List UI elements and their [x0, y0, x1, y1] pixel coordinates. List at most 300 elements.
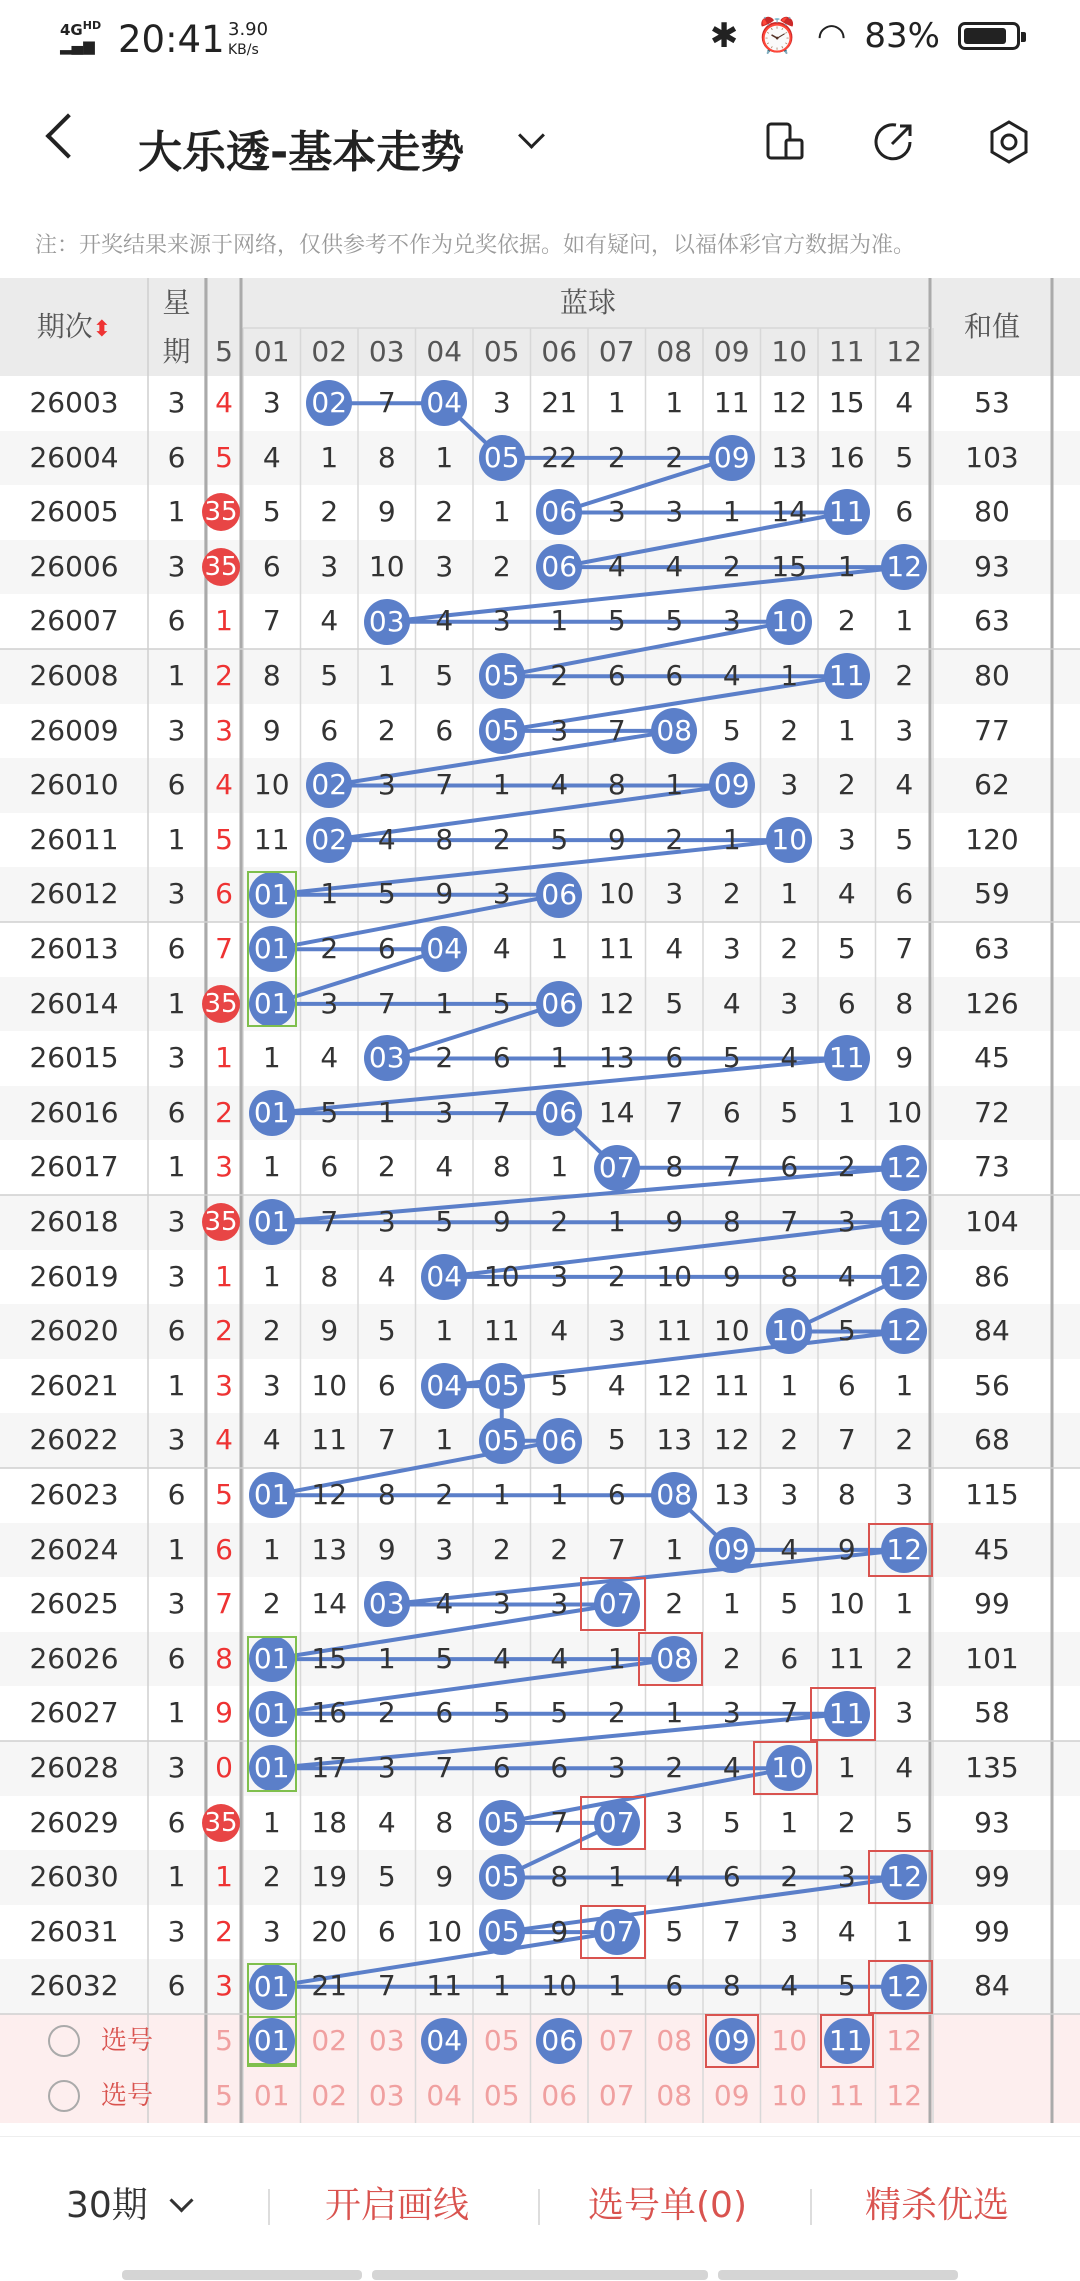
- week-cell: 3: [167, 1041, 186, 1075]
- front-cell: 7: [215, 1587, 233, 1621]
- front-cell: 9: [215, 1696, 233, 1730]
- sum-cell: 80: [974, 495, 1010, 529]
- pick-ball-09[interactable]: 09: [709, 2018, 755, 2064]
- pick-number-06[interactable]: 06: [541, 2078, 578, 2112]
- omission-cell: 8: [722, 1205, 741, 1238]
- blue-ball-11: 11: [824, 489, 870, 535]
- battery-text: 83%: [864, 16, 940, 56]
- omission-cell: 2: [722, 877, 741, 911]
- front-cell: 1: [215, 1860, 233, 1894]
- omission-cell: 12: [311, 1478, 348, 1511]
- omission-cell: 1: [780, 1368, 799, 1402]
- period-cell: 26007: [29, 604, 119, 638]
- omission-cell: 2: [665, 1587, 684, 1621]
- omission-cell: 1: [722, 1587, 741, 1621]
- blue-ball-08: 08: [651, 1636, 697, 1682]
- blue-ball-04: 04: [421, 1254, 467, 1300]
- sum-cell: 86: [974, 1259, 1010, 1293]
- front-cell: 2: [215, 1095, 233, 1129]
- front-cell: 5: [215, 822, 233, 856]
- omission-cell: 1: [550, 1478, 569, 1511]
- battery-fill: [964, 28, 1006, 44]
- omission-cell: 6: [837, 1368, 856, 1402]
- omission-cell: 9: [492, 1205, 511, 1238]
- blue-ball-04: 04: [421, 1363, 467, 1409]
- omission-cell: 11: [483, 1314, 520, 1348]
- omission-cell: 3: [837, 1860, 856, 1894]
- network-label: 4G: [60, 21, 83, 39]
- front-cell: 8: [215, 1641, 233, 1675]
- period-cell: 26027: [29, 1696, 119, 1730]
- blue-ball-04: 04: [421, 380, 467, 426]
- omission-cell: 2: [837, 768, 856, 802]
- omission-cell: 7: [377, 386, 396, 419]
- pick-number-05[interactable]: 05: [483, 2078, 520, 2112]
- front-cell: 0: [215, 1751, 233, 1784]
- blue-ball-05: 05: [479, 1909, 525, 1955]
- sum-cell: 68: [974, 1423, 1010, 1457]
- pick-radio[interactable]: [48, 2025, 80, 2057]
- pick-number-07[interactable]: 07: [598, 2024, 635, 2057]
- sum-cell: 84: [974, 1314, 1010, 1348]
- pick-row: [0, 2014, 1080, 2069]
- omission-cell: 4: [492, 932, 511, 965]
- omission-cell: 5: [377, 1314, 396, 1348]
- omission-cell: 5: [435, 1641, 454, 1675]
- omission-cell: 3: [780, 1914, 799, 1948]
- omission-cell: 3: [492, 1587, 511, 1621]
- omission-cell: 3: [262, 386, 281, 419]
- pick-number-12[interactable]: 12: [886, 2078, 923, 2112]
- blue-ball-01: 01: [249, 1745, 295, 1791]
- omission-cell: 5: [780, 1587, 799, 1621]
- net-speed-value: 3.90: [228, 19, 269, 40]
- omission-cell: 9: [320, 1314, 339, 1348]
- period-cell: 26014: [29, 986, 119, 1020]
- blue-ball-02: 02: [306, 380, 352, 426]
- table-row: [0, 1468, 1080, 1523]
- omission-cell: 1: [550, 1041, 569, 1075]
- omission-cell: 3: [780, 986, 799, 1020]
- omission-cell: 10: [483, 1259, 520, 1293]
- chevron-down-icon[interactable]: [518, 122, 545, 149]
- week-cell: 1: [167, 1696, 186, 1730]
- blue-ball-12: 12: [881, 1308, 927, 1354]
- omission-cell: 6: [492, 1751, 511, 1784]
- table-row: [0, 1140, 1080, 1195]
- blue-ball-11: 11: [824, 1691, 870, 1737]
- pick-ball-11[interactable]: 11: [824, 2018, 870, 2064]
- omission-cell: 5: [837, 932, 856, 965]
- omission-cell: 6: [607, 1478, 626, 1511]
- blue-ball-12: 12: [881, 1199, 927, 1245]
- omission-cell: 1: [550, 932, 569, 965]
- pick-number-11[interactable]: 11: [828, 2078, 865, 2112]
- sum-cell: 59: [974, 877, 1010, 911]
- omission-cell: 10: [713, 1314, 750, 1348]
- omission-cell: 4: [607, 549, 626, 583]
- pick-number-10[interactable]: 10: [771, 2024, 808, 2057]
- sum-cell: 126: [965, 986, 1019, 1020]
- table-row: [0, 649, 1080, 704]
- omission-cell: 5: [607, 1423, 626, 1457]
- blue-ball-08: 08: [651, 1472, 697, 1518]
- omission-cell: 1: [895, 1368, 914, 1402]
- omission-cell: 4: [320, 1041, 339, 1075]
- blue-ball-01: 01: [249, 926, 295, 972]
- period-cell: 26025: [29, 1587, 119, 1621]
- omission-cell: 5: [895, 822, 914, 856]
- header-sum: 和值: [963, 310, 1020, 343]
- omission-cell: 4: [837, 1259, 856, 1293]
- blue-ball-09: 09: [709, 435, 755, 481]
- omission-cell: 10: [253, 768, 290, 802]
- omission-cell: 1: [607, 1969, 626, 2003]
- front-cell: 6: [215, 877, 233, 911]
- pick-number-09[interactable]: 09: [713, 2078, 750, 2112]
- blue-ball-10: 10: [766, 1745, 812, 1791]
- sum-cell: 62: [974, 768, 1010, 802]
- blue-ball-03: 03: [364, 1035, 410, 1081]
- week-cell: 1: [167, 1532, 186, 1566]
- pick-radio[interactable]: [48, 2080, 80, 2112]
- omission-cell: 2: [262, 1860, 281, 1894]
- phone-rotate-icon[interactable]: [760, 118, 808, 166]
- omission-cell: 4: [550, 768, 569, 802]
- omission-cell: 11: [311, 1423, 348, 1457]
- blue-ball-10: 10: [766, 1308, 812, 1354]
- omission-cell: 5: [665, 1914, 684, 1948]
- omission-cell: 1: [665, 386, 684, 419]
- omission-cell: 3: [837, 822, 856, 856]
- omission-cell: 1: [607, 1641, 626, 1675]
- omission-cell: 4: [780, 1969, 799, 2003]
- table-row: [0, 1413, 1080, 1468]
- omission-cell: 12: [598, 986, 635, 1020]
- omission-cell: 4: [837, 1914, 856, 1948]
- blue-ball-07: 07: [594, 1800, 640, 1846]
- omission-cell: 3: [895, 1696, 914, 1730]
- omission-cell: 4: [435, 604, 454, 638]
- omission-cell: 6: [262, 549, 281, 583]
- omission-cell: 5: [377, 1860, 396, 1894]
- pick-number-02[interactable]: 02: [311, 2078, 348, 2112]
- omission-cell: 3: [665, 877, 684, 911]
- pick-list-button[interactable]: 选号单(0): [588, 2185, 747, 2226]
- week-cell: 1: [167, 1150, 186, 1184]
- omission-cell: 6: [895, 495, 914, 529]
- omission-cell: 13: [598, 1041, 635, 1075]
- period-selector[interactable]: [66, 2177, 190, 2228]
- omission-cell: 6: [550, 1751, 569, 1784]
- pick-number-03[interactable]: 03: [368, 2024, 405, 2057]
- omission-cell: 8: [377, 440, 396, 474]
- omission-cell: 2: [262, 1587, 281, 1621]
- blue-ball-01: 01: [249, 981, 295, 1027]
- sum-cell: 93: [974, 1805, 1010, 1839]
- premium-pick-button[interactable]: 精杀优选: [865, 2185, 1010, 2226]
- blue-ball-06: 06: [536, 872, 582, 918]
- period-cell: 26016: [29, 1095, 119, 1129]
- omission-cell: 15: [828, 386, 865, 419]
- omission-cell: 10: [426, 1914, 463, 1948]
- period-cell: 26022: [29, 1423, 119, 1457]
- omission-cell: 2: [435, 1478, 454, 1511]
- omission-cell: 12: [771, 386, 808, 419]
- blue-ball-12: 12: [881, 1254, 927, 1300]
- front-cell: 6: [215, 1532, 233, 1566]
- front-cell: 1: [215, 1041, 233, 1075]
- highlight-box: [868, 1523, 934, 1577]
- omission-cell: 2: [780, 713, 799, 747]
- period-cell: 26021: [29, 1368, 119, 1402]
- pick-number-07[interactable]: 07: [598, 2078, 635, 2112]
- front-cell: 1: [215, 604, 233, 638]
- omission-cell: 4: [377, 1805, 396, 1839]
- omission-cell: 13: [771, 440, 808, 474]
- omission-cell: 6: [665, 1969, 684, 2003]
- omission-cell: 8: [607, 768, 626, 802]
- omission-cell: 7: [780, 1696, 799, 1730]
- front-ball: 35: [202, 493, 240, 531]
- omission-cell: 3: [435, 549, 454, 583]
- period-cell: 26018: [29, 1205, 119, 1238]
- omission-cell: 2: [550, 1205, 569, 1238]
- omission-cell: 8: [320, 1259, 339, 1293]
- omission-cell: 3: [262, 1368, 281, 1402]
- repeat-highlight-box: [247, 1636, 297, 1792]
- omission-cell: 2: [722, 549, 741, 583]
- blue-ball-05: 05: [479, 1418, 525, 1464]
- week-cell: 6: [167, 604, 186, 638]
- omission-cell: 9: [377, 1532, 396, 1566]
- sum-cell: 63: [974, 604, 1010, 638]
- battery-icon: [958, 22, 1020, 50]
- omission-cell: 10: [311, 1368, 348, 1402]
- period-cell: 26029: [29, 1805, 119, 1839]
- omission-cell: 5: [665, 604, 684, 638]
- omission-cell: 1: [320, 877, 339, 911]
- omission-cell: 8: [377, 1478, 396, 1511]
- table-row: [0, 1250, 1080, 1305]
- page-title[interactable]: 大乐透-基本走势: [138, 127, 465, 178]
- pick-label[interactable]: 选号: [100, 2080, 153, 2111]
- omission-cell: 5: [492, 1696, 511, 1730]
- highlight-box: [580, 1796, 646, 1850]
- pick-number-12[interactable]: 12: [886, 2024, 923, 2057]
- omission-cell: 2: [665, 1751, 684, 1784]
- omission-cell: 6: [377, 1914, 396, 1948]
- omission-cell: 7: [722, 1914, 741, 1948]
- table-row: [0, 1741, 1080, 1796]
- nav-bar-segment: [372, 2270, 708, 2280]
- omission-cell: 9: [665, 1205, 684, 1238]
- table-row: [0, 704, 1080, 759]
- period-cell: 26015: [29, 1041, 119, 1075]
- pick-ball-04[interactable]: 04: [421, 2018, 467, 2064]
- omission-cell: 4: [780, 1532, 799, 1566]
- blue-ball-01: 01: [249, 1472, 295, 1518]
- omission-cell: 7: [435, 1751, 454, 1784]
- omission-cell: 5: [435, 1205, 454, 1238]
- omission-cell: 10: [541, 1969, 578, 2003]
- omission-cell: 4: [895, 768, 914, 802]
- omission-cell: 8: [665, 1150, 684, 1184]
- omission-cell: 2: [320, 495, 339, 529]
- front-cell: 5: [215, 440, 233, 474]
- pick-number-02[interactable]: 02: [311, 2024, 348, 2057]
- omission-cell: 4: [492, 1641, 511, 1675]
- omission-cell: 1: [435, 986, 454, 1020]
- settings-icon[interactable]: [985, 118, 1033, 166]
- omission-cell: 6: [435, 713, 454, 747]
- table-row: [0, 1304, 1080, 1359]
- omission-cell: 4: [665, 549, 684, 583]
- header-blue-11: 11: [828, 335, 865, 368]
- omission-cell: 5: [665, 986, 684, 1020]
- blue-ball-01: 01: [249, 872, 295, 918]
- omission-cell: 4: [262, 1423, 281, 1457]
- front-cell: 2: [215, 1914, 233, 1948]
- pick-label[interactable]: 选号: [100, 2026, 153, 2056]
- omission-cell: 19: [311, 1860, 348, 1894]
- blue-ball-02: 02: [306, 762, 352, 808]
- blue-ball-03: 03: [364, 1581, 410, 1627]
- period-cell: 26004: [29, 440, 119, 474]
- omission-cell: 1: [665, 1532, 684, 1566]
- pick-number-08[interactable]: 08: [656, 2024, 693, 2057]
- front-cell: 2: [215, 1314, 233, 1348]
- blue-ball-05: 05: [479, 1854, 525, 1900]
- omission-cell: 9: [377, 495, 396, 529]
- omission-cell: 8: [722, 1969, 741, 2003]
- omission-cell: 5: [780, 1095, 799, 1129]
- omission-cell: 1: [377, 1641, 396, 1675]
- table-row: [0, 758, 1080, 813]
- omission-cell: 22: [541, 440, 578, 474]
- omission-cell: 11: [656, 1314, 693, 1348]
- omission-cell: 6: [780, 1150, 799, 1184]
- omission-cell: 4: [895, 386, 914, 419]
- omission-cell: 4: [435, 1587, 454, 1621]
- omission-cell: 7: [377, 986, 396, 1020]
- omission-cell: 3: [492, 877, 511, 911]
- net-speed: [228, 20, 268, 60]
- highlight-box: [868, 1960, 934, 2014]
- omission-cell: 5: [722, 1805, 741, 1839]
- omission-cell: 5: [837, 1969, 856, 2003]
- omission-cell: 15: [771, 549, 808, 583]
- front-cell: 3: [215, 1368, 233, 1402]
- omission-cell: 11: [598, 932, 635, 965]
- blue-ball-09: 09: [709, 1527, 755, 1573]
- blue-ball-06: 06: [536, 544, 582, 590]
- table-row: [0, 1686, 1080, 1741]
- omission-cell: 5: [895, 1805, 914, 1839]
- front-ball: 35: [202, 1203, 240, 1241]
- week-cell: 1: [167, 495, 186, 529]
- omission-cell: 5: [607, 604, 626, 638]
- period-cell: 26020: [29, 1314, 119, 1348]
- pick-number-01[interactable]: 01: [253, 2078, 290, 2112]
- omission-cell: 3: [320, 549, 339, 583]
- front-cell: 1: [215, 1259, 233, 1293]
- omission-cell: 7: [607, 1532, 626, 1566]
- table-row: [0, 1523, 1080, 1578]
- draw-line-button[interactable]: 开启画线: [325, 2185, 470, 2226]
- front-cell: 4: [215, 1423, 233, 1457]
- pick-number-08[interactable]: 08: [656, 2078, 693, 2112]
- period-cell: 26003: [29, 386, 119, 419]
- pick-ball-01[interactable]: 01: [249, 2018, 295, 2064]
- pick-number-05[interactable]: 05: [483, 2024, 520, 2057]
- omission-cell: 2: [607, 440, 626, 474]
- blue-ball-01: 01: [249, 1090, 295, 1136]
- highlight-box: [705, 2014, 759, 2068]
- status-bar: [0, 0, 1080, 80]
- omission-cell: 1: [895, 1914, 914, 1948]
- omission-cell: 2: [377, 1696, 396, 1730]
- omission-cell: 21: [311, 1969, 348, 2003]
- omission-cell: 3: [607, 1314, 626, 1348]
- pick-number-03[interactable]: 03: [368, 2078, 405, 2112]
- omission-cell: 1: [607, 386, 626, 419]
- omission-cell: 9: [435, 1860, 454, 1894]
- table-row: [0, 1632, 1080, 1687]
- omission-cell: 10: [886, 1095, 923, 1129]
- period-cell: 26012: [29, 877, 119, 911]
- blue-ball-03: 03: [364, 599, 410, 645]
- sum-cell: 120: [965, 822, 1019, 856]
- signal-bars-icon: ▂▄▆: [60, 37, 95, 55]
- omission-cell: 1: [665, 1696, 684, 1730]
- header-blue-03: 03: [368, 335, 405, 368]
- blue-ball-01: 01: [249, 1636, 295, 1682]
- share-icon[interactable]: [870, 118, 918, 166]
- omission-cell: 3: [377, 1205, 396, 1238]
- pick-ball-06[interactable]: 06: [536, 2018, 582, 2064]
- pick-number-10[interactable]: 10: [771, 2078, 808, 2112]
- omission-cell: 1: [377, 659, 396, 692]
- header-blue-07: 07: [598, 335, 635, 368]
- omission-cell: 2: [435, 495, 454, 529]
- week-cell: 6: [167, 1314, 186, 1348]
- omission-cell: 6: [607, 659, 626, 692]
- omission-cell: 2: [780, 1423, 799, 1457]
- omission-cell: 7: [665, 1095, 684, 1129]
- header-week-1: 星: [162, 286, 191, 319]
- blue-ball-05: 05: [479, 1363, 525, 1409]
- omission-cell: 5: [492, 986, 511, 1020]
- blue-ball-07: 07: [594, 1145, 640, 1191]
- sum-cell: 73: [974, 1150, 1010, 1184]
- back-icon[interactable]: [45, 113, 90, 158]
- omission-cell: 1: [780, 1805, 799, 1839]
- omission-cell: 7: [492, 1095, 511, 1129]
- sort-icon[interactable]: ⬍: [92, 317, 112, 342]
- omission-cell: 7: [377, 1969, 396, 2003]
- week-cell: 3: [167, 1423, 186, 1457]
- alarm-icon: ⏰: [756, 16, 799, 56]
- omission-cell: 7: [320, 1205, 339, 1238]
- week-cell: 3: [167, 713, 186, 747]
- period-cell: 26017: [29, 1150, 119, 1184]
- network-hd-label: HD: [82, 19, 102, 32]
- table-row: [0, 540, 1080, 595]
- blue-ball-06: 06: [536, 489, 582, 535]
- blue-ball-12: 12: [881, 1527, 927, 1573]
- pick-number-04[interactable]: 04: [426, 2078, 463, 2112]
